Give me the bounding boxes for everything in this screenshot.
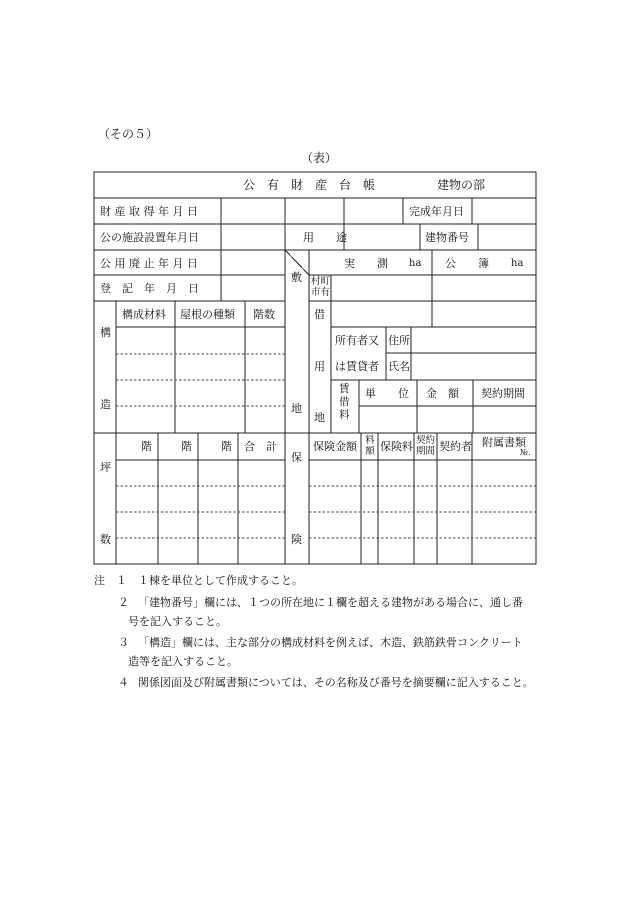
structure-char-1: 構 [100, 326, 111, 339]
registration-date-label: 登 記 年 月 日 [100, 282, 199, 295]
note-4-num: ４ [118, 676, 129, 689]
floors-header: 階数 [253, 308, 275, 321]
facility-date-label: 公の施設設置年月日 [100, 231, 199, 244]
kai-header-3: 階 [221, 440, 232, 453]
abolition-date-label: 公 用 廃 止 年 月 日 [100, 257, 198, 270]
premium-rate-header-1: 料 [365, 435, 375, 446]
completion-date-label: 完成年月日 [409, 205, 464, 218]
kobo-label: 公 簿 [445, 257, 489, 270]
total-header: 合 計 [244, 440, 277, 453]
ins-period-header-2: 期間 [415, 446, 435, 457]
contractor-header: 契約者 [439, 440, 472, 453]
note-2-text: 「建物番号」欄には、１つの所在地に１欄を超える建物がある場合に、通し番 [138, 596, 523, 609]
premium-header: 保険料 [380, 440, 413, 453]
area-char-1: 坪 [100, 461, 111, 474]
note-4-text: 関係図面及び附属書類については、その名称及び番号を摘要欄に記入すること。 [138, 676, 534, 689]
building-no-label: 建物番号 [425, 231, 469, 244]
note-1-num: 注 １ [94, 574, 127, 587]
contract-period-label: 契約期間 [481, 387, 525, 400]
kai-header-2: 階 [181, 440, 192, 453]
site-label-bottom: 地 [291, 402, 302, 415]
insurance-char-2: 険 [291, 533, 302, 546]
kai-header-1: 階 [141, 440, 152, 453]
acquisition-date-label: 財 産 取 得 年 月 日 [100, 205, 198, 218]
premium-rate-header-2: 額 [365, 446, 375, 457]
rent-char-1: 賃 [339, 383, 350, 395]
unit-label: 単 位 [365, 387, 409, 400]
amount-label: 金 額 [426, 387, 459, 400]
material-header: 構成材料 [122, 308, 166, 321]
village-label: 村町 [310, 276, 330, 287]
ledger-subtitle: 建物の部 [437, 178, 486, 192]
area-char-2: 数 [100, 533, 111, 546]
note-3-text: 「構造」欄には、主な部分の構成材料を例えば、木造、鉄筋鉄骨コンクリート [138, 636, 523, 649]
note-2-text-cont: 号を記入すること。 [128, 615, 227, 628]
ins-period-header-1: 契約 [415, 435, 435, 446]
structure-char-2: 造 [100, 398, 111, 411]
note-3-num: ３ [118, 636, 129, 649]
omote-label: （表） [301, 151, 338, 165]
note-2-num: ２ [118, 596, 129, 609]
borrowed-char-1: 借 [314, 308, 325, 321]
address-label: 住所 [388, 334, 410, 347]
rent-char-2: 借 [339, 396, 350, 408]
note-3-text-cont: 造等を記入すること。 [128, 655, 238, 668]
insurance-char-1: 保 [291, 451, 302, 464]
roof-type-header: 屋根の種類 [180, 308, 235, 321]
owner-label-1: 所有者又 [335, 334, 379, 347]
no-mark: №. [520, 448, 531, 458]
ledger-title: 公 有 財 産 台 帳 [243, 178, 376, 192]
owner-label-2: は賃貸者 [335, 360, 379, 373]
rent-char-3: 料 [339, 409, 350, 421]
site-label-top: 敷 [291, 271, 302, 284]
ha-unit-1: ha [409, 258, 422, 269]
borrowed-char-3: 地 [314, 411, 325, 424]
note-1-text: １棟を単位として作成すること。 [138, 574, 303, 587]
sono-label: （その５） [98, 127, 159, 141]
attached-docs-header: 附属書類 [482, 436, 526, 449]
city-owned-label: 市有 [310, 287, 330, 298]
usage-label: 用 途 [303, 231, 347, 244]
ha-unit-2: ha [511, 258, 524, 269]
borrowed-char-2: 用 [314, 360, 325, 373]
name-label: 氏名 [388, 360, 410, 373]
jissoku-label: 実 測 [344, 257, 388, 270]
insured-amount-header: 保険金額 [313, 440, 357, 453]
